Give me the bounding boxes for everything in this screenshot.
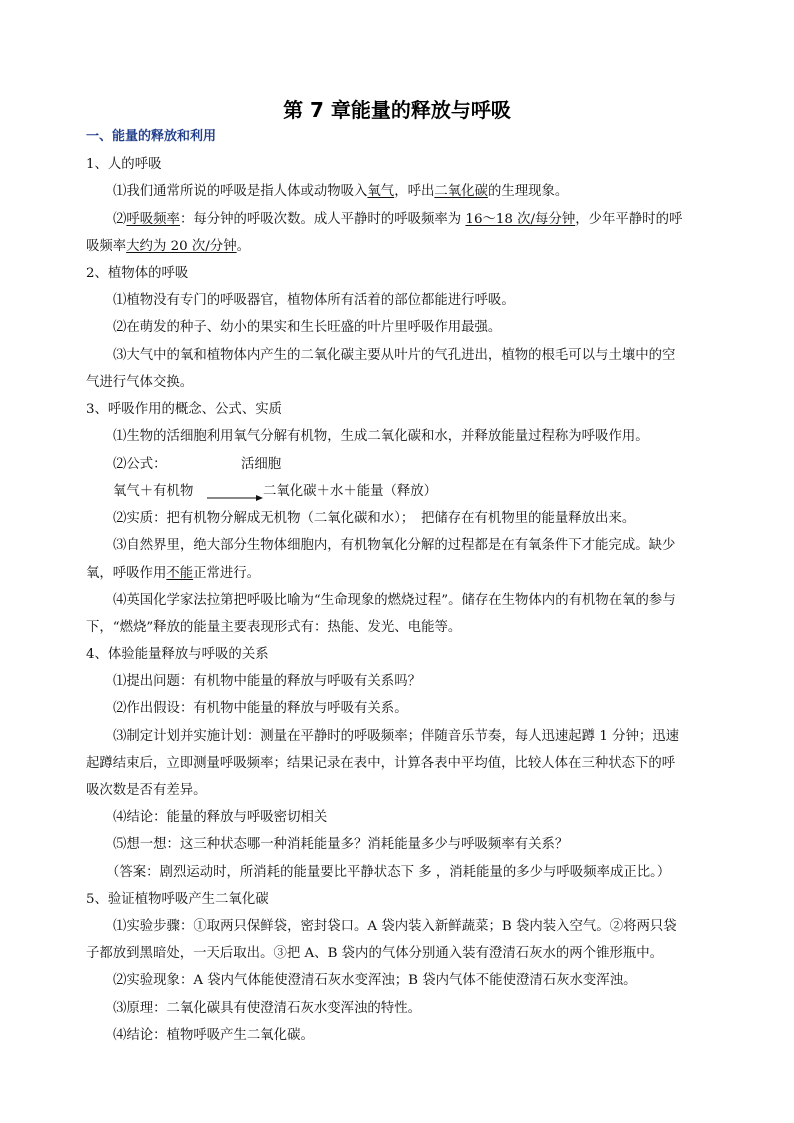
text: 的生理现象。 [487,184,569,199]
paragraph-5-1: ⑴实验步骤：①取两只保鲜袋，密封袋口。A 袋内装入新鲜蔬菜；B 袋内装入空气。②将两只袋 [113,919,677,934]
subsection-heading-2: 2、植物体的呼吸 [86,266,189,281]
underlined-text: 16～18 次/每分钟 [465,212,576,227]
underlined-text: 大约为 20 次/分钟 [126,239,237,254]
text: ，呼出 [394,184,435,199]
subsection-heading-3: 3、呼吸作用的概念、公式、实质 [86,402,282,417]
answer-text: （答案：剧烈运动时，所消耗的能量要比平静状态下 多 ，消耗能量的多少与呼吸频率成正比。） [106,865,671,880]
subsection-heading-4: 4、体验能量释放与呼吸的关系 [86,647,269,662]
underlined-text: 呼吸频率 [126,212,180,227]
text: ，少年平静时的呼 [575,212,683,227]
paragraph-3-4: ⑶自然界里，绝大部分生物体细胞内，有机物氧化分解的过程都是在有氧条件下才能完成。缺少 [113,538,676,553]
text: 氧，呼吸作用 [86,566,167,581]
formula-label: ⑵公式： [113,457,167,472]
section-heading: 一、能量的释放和利用 [86,129,217,144]
paragraph-4-4: ⑷结论：能量的释放与呼吸密切相关 [113,810,328,825]
paragraph-4-5: ⑸想一想：这三种状态哪一种消耗能量多？消耗能量多少与呼吸频率有关系？ [113,837,569,852]
formula-products: 二氧化碳＋水＋能量（释放） [263,484,438,499]
paragraph-2-3-cont: 气进行气体交换。 [86,375,194,390]
paragraph-3-3: ⑵实质：把有机物分解成无机物（二氧化碳和水）； 把储存在有机物里的能量释放出来。 [113,511,636,526]
paragraph-5-1-cont: 子都放到黑暗处，一天后取出。③把 A、B 袋内的气体分别通入装有澄清石灰水的两个锥形瓶中。 [86,946,664,961]
paragraph-3-4-cont [86,565,260,583]
paragraph-3-1: ⑴生物的活细胞利用氧气分解有机物，生成二氧化碳和水，并释放能量过程称为呼吸作用。 [113,429,649,444]
paragraph-4-3-cont2: 吸次数是否有差异。 [86,783,207,798]
text: ：每分钟的呼吸次数。成人平静时的呼吸频率为 [179,212,466,227]
text: ⑵ [113,212,127,227]
paragraph-4-3-cont: 起蹲结束后，立即测量呼吸频率；结果记录在表中，计算各表中平均值，比较人体在三种状态下的呼 [86,756,676,771]
formula-condition: 活细胞 [241,457,282,472]
subsection-heading-1: 1、人的呼吸 [86,157,162,172]
paragraph-2-2: ⑵在萌发的种子、幼小的果实和生长旺盛的叶片里呼吸作用最强。 [113,320,502,335]
reaction-arrow-icon [207,494,263,502]
paragraph-2-1: ⑴植物没有专门的呼吸器官，植物体所有活着的部位都能进行呼吸。 [113,293,515,308]
formula-reactants: 氧气＋有机物 [113,484,194,499]
paragraph-4-3: ⑶制定计划并实施计划：测量在平静时的呼吸频率；伴随音乐节奏，每人迅速起蹲 1 分钟；迅速 [113,729,680,744]
paragraph-2-3: ⑶大气中的氧和植物体内产生的二氧化碳主要从叶片的气孔进出，植物的根毛可以与土壤中的空 [113,348,676,363]
underlined-text: 二氧化碳 [434,184,488,199]
subsection-heading-5: 5、验证植物呼吸产生二氧化碳 [86,892,269,907]
paragraph-5-2: ⑵实验现象：A 袋内气体能使澄清石灰水变浑浊；B 袋内气体不能使澄清石灰水变浑浊。 [113,973,637,988]
text: 吸频率 [86,239,127,254]
paragraph-5-4: ⑷结论：植物呼吸产生二氧化碳。 [113,1028,314,1043]
text: ⑴我们通常所说的呼吸是指人体或动物吸入 [113,184,368,199]
text: 正常进行。 [193,566,261,581]
text: 。 [236,239,250,254]
paragraph-3-5-cont: 下，“燃烧”释放的能量主要表现形式有：热能、发光、电能等。 [86,620,462,635]
paragraph-1-2 [113,211,682,229]
paragraph-4-2: ⑵作出假设：有机物中能量的释放与呼吸有关系。 [113,701,408,716]
page-title: 第 7 章能量的释放与呼吸 [283,98,511,122]
underlined-text: 不能 [166,566,194,581]
paragraph-1-1 [113,183,568,201]
paragraph-4-1: ⑴提出问题：有机物中能量的释放与呼吸有关系吗？ [113,674,421,689]
paragraph-3-5: ⑷英国化学家法拉第把呼吸比喻为“生命现象的燃烧过程”。储存在生物体内的有机物在氧的参与 [113,593,676,608]
paragraph-1-2-cont [86,238,250,256]
paragraph-5-3: ⑶原理：二氧化碳具有使澄清石灰水变浑浊的特性。 [113,1001,421,1016]
underlined-text: 氧气 [367,184,395,199]
